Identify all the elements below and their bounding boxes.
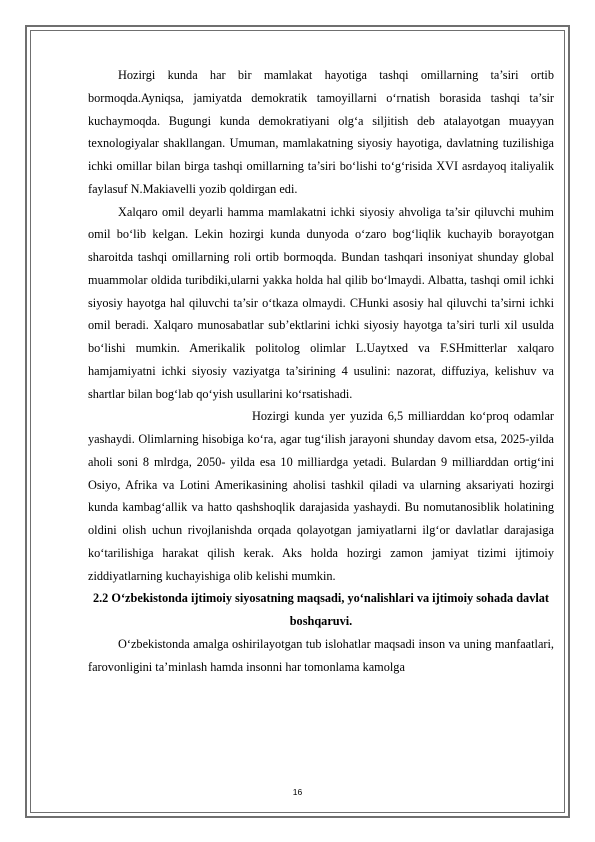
paragraph-3: Hozirgi kunda yer yuzida 6,5 milliarddan ko‘proq odamlar yashaydi. Olimlarning hisobiga ko‘ra, agar tug‘ilish jarayoni shunday davom etsa, 2025-yilda aholi soni 8 mlrdga, 2050- yilda esa 10 milliardga yetadi. Bulardan 9 milliarddan ortig‘ini Osiyo, Afrika va Lotini Amerikasining aholisi tashkil qiladi va ularning aksariyati hozirgi kunda kambag‘allik va hatto qashshoqlik darajasida yashaydi. Bu nomutanosiblik holatining oldini olish uchun rivojlanishda orqada qolayotgan jamiyatlarni ilg‘or davlatlar darajasiga ko‘tarilishiga harakat qilish kerak. Aks holda hozirgi zamon jamiyat tizimi ijtimoiy ziddiyatlarning kuchayishiga olib kelishi mumkin. — [88, 409, 554, 583]
document-body — [88, 64, 554, 678]
paragraph-2: Xalqaro omil deyarli hamma mamlakatni ichki siyosiy ahvoliga ta’sir qiluvchi muhim omil bo‘lib kelgan. Lekin hozirgi kunda dunyoda o‘zaro bog‘liqlik kuchayib borayotgan sharoitda tashqi omillarning roli ortib bormoqda. Bundan tashqari insoniyat shunday global muammolar oldida turibdiki,ularni yakka holda hal qilib bo‘lmaydi. Albatta, tashqi omil ichki siyosiy hayotga hal qiluvchi ta’sir o‘tkaza olmaydi. CHunki asosiy hal qiluvchi ta’sirni ichki omil beradi. Xalqaro munosabatlar sub’ektlarini ichki siyosiy hayotga ta’siri turli xil usulda bo‘lishi mumkin. Amerikalik politolog olimlar L.Uaytxed va F.SHmitterlar xalqaro hamjamiyatni ichki siyosiy vaziyatga ta’sirining 4 usulini: nazorat, diffuziya, kelishuv va shartlar bilan bog‘lab qo‘yish usullarini ko‘rsatishadi. — [88, 204, 554, 401]
paragraph-4: O‘zbekistonda amalga oshirilayotgan tub islohatlar maqsadi inson va uning manfaatlari, farovonligini ta’minlash hamda insonni har tomonlama kamolga — [88, 636, 554, 674]
paragraph-1: Hozirgi kunda har bir mamlakat hayotiga tashqi omillarning ta’siri ortib bormoqda.Ayniqsa, jamiyatda demokratik tamoyillarni o‘rnatish borasida tashqi ta’sir kuchaymoqda. Bugungi kunda demokratiyani olg‘a siljitish deb atalayotgan muayyan texnologiyalar shakllangan. Umuman, mamlakatning siyosiy hayotiga, davlatning tuzilishiga ichki omillar bilan birga tashqi omillarning ta’siri bo‘lishi to‘g‘risida XVI asrdayoq italiyalik faylasuf N.Makiavelli yozib qoldirgan edi. — [88, 68, 554, 196]
section-heading: 2.2 O‘zbekistonda ijtimoiy siyosatning maqsadi, yo‘nalishlari va ijtimoiy sohada davlat boshqaruvi. — [92, 591, 550, 628]
page-number: 16 — [292, 787, 303, 797]
